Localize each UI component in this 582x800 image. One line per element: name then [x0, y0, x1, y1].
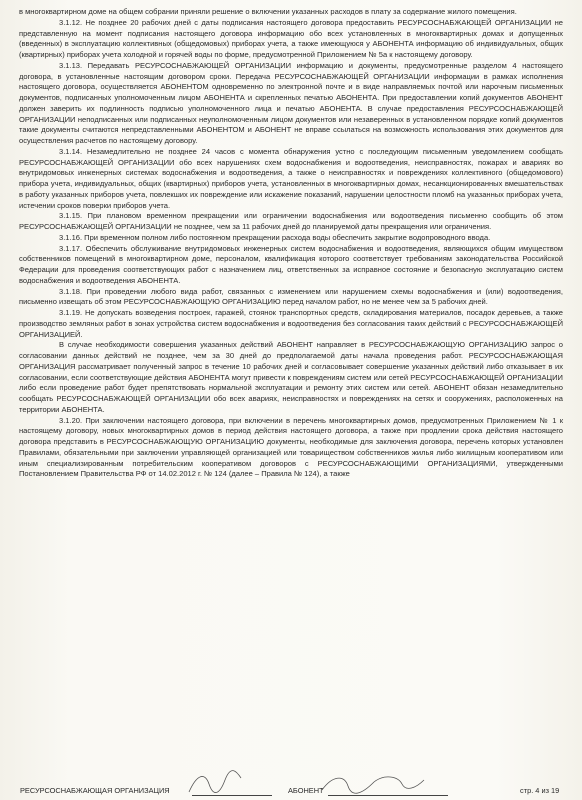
paragraph-approval-procedure: В случае необходимости совершения указанных действий АБОНЕНТ направляет в РЕСУРСОСНАБЖАЮЩУЮ ОРГАНИЗАЦИЮ запрос о согласовании данных действий не позднее, чем за 30 дней до предполагаемой даты начала проведения работ. РЕСУРСОСНАБЖАЮЩАЯ ОРГАНИЗАЦИЯ рассматривает полученный запрос в течение 10 рабочих дней и согласовывает совершение указанных действий либо отказывает в их согласовании, если соответствующие действия АБОНЕНТА могут привести к повреждениям систем или сетей РЕСУРСОСНАБЖАЮЩЕЙ ОРГАНИЗАЦИИ либо если проведение работ будет препятствовать нормальной эксплуатации и ремонту этих систем или сетей. АБОНЕНТ обязан незамедлительно сообщать РЕСУРСОСНАБЖАЮЩЕЙ ОРГАНИЗАЦИИ обо всех авариях, неисправностях и повреждениях на сетях и сооружениях, расположенных на территории АБОНЕНТА.: [19, 340, 563, 414]
footer-org-label: РЕСУРСОСНАБЖАЮЩАЯ ОРГАНИЗАЦИЯ: [20, 786, 170, 795]
paragraph-continuation: в многоквартирном доме на общем собрании приняли решение о включении указанных расходов в плату за содержание жилого помещения.: [19, 7, 517, 16]
paragraph-3-1-17: 3.1.17. Обеспечить обслуживание внутридомовых инженерных систем водоснабжения и водоотведения, являющихся общим имуществом собственников помещений в многоквартирном доме, персоналом, квалификация которого соответствует требованиям законодательства Российской Федерации для проведения соответствующих работ с назначением лиц, ответственных за исправное состояние и безопасную эксплуатацию систем водоснабжения и водоотведения АБОНЕНТА.: [19, 243, 563, 285]
paragraph-3-1-12: 3.1.12. Не позднее 20 рабочих дней с даты подписания настоящего договора предоставить РЕСУРСОСНАБЖАЮЩЕЙ ОРГАНИЗАЦИИ не представленную на момент подписания настоящего договора информацию обо всех установленных в многоквартирных домах и допущенных (введенных) в эксплуатацию коллективных (общедомовых) приборах учета, а также имеющуюся у АБОНЕНТА информацию об индивидуальных, общих (квартирных) приборах учета холодной и горячей воды по форме, предусмотренной Приложением № 5а к настоящему договору.: [19, 17, 563, 59]
page-footer: [20, 786, 564, 798]
paragraph-3-1-19: 3.1.19. Не допускать возведения построек, гаражей, стоянок транспортных средств, складирования материалов, посадок деревьев, а также производство земляных работ в зонах устройства систем водоснабжения и водоотведения без согласования таких действий с РЕСУРСОСНАБЖАЮЩЕЙ ОРГАНИЗАЦИЕЙ.: [19, 308, 563, 339]
paragraph-3-1-20: 3.1.20. При заключении настоящего договора, при включении в перечень многоквартирных домов, предусмотренных Приложением № 1 к настоящему договору, новых многоквартирных домов в период действия настоящего договора, а также при продлении срока действия настоящего договора представить в РЕСУРСОСНАБЖАЮЩУЮ ОРГАНИЗАЦИЮ документы, необходимые для заключения договора, перечень которых установлен Правилами, обязательными при заключении управляющей организацией или товариществом собственников жилья либо жилищным кооперативом или иным специализированным потребительским кооперативом договоров с РЕСУРСОСНАБЖАЮЩИМИ ОРГАНИЗАЦИЯМИ, утвержденными Постановлением Правительства РФ от 14.02.2012 г. № 124 (далее – Правила № 124), а также: [19, 415, 563, 479]
document-body: [19, 7, 563, 480]
org-signature-icon: [185, 770, 245, 798]
page-number: стр. 4 из 19: [520, 786, 560, 795]
paragraph-3-1-16: 3.1.16. При временном полном либо постоянном прекращении расхода воды обеспечить закрытие водопроводного ввода.: [59, 232, 491, 242]
paragraph-3-1-15: 3.1.15. При плановом временном прекращении или ограничении водоснабжения или водоотведения письменно сообщить об этом РЕСУРСОСНАБЖАЮЩЕЙ ОРГАНИЗАЦИИ не позднее, чем за 11 рабочих дней до планируемой даты прекращения или ограничения.: [19, 211, 563, 231]
abonent-signature-icon: [318, 770, 428, 798]
paragraph-3-1-13: 3.1.13. Передавать РЕСУРСОСНАБЖАЮЩЕЙ ОРГАНИЗАЦИИ информацию и документы, предусмотренные разделом 4 настоящего договора, в установленные настоящим договором сроки. Передача РЕСУРСОСНАБЖАЮЩЕЙ ОРГАНИЗАЦИИ информации в рамках исполнения настоящего договора, осуществляется АБОНЕНТОМ одновременно по электронной почте и в виде направляемых почтой или нарочным письменных документов, подписанных уполномоченным лицом АБОНЕНТА и скрепленных печатью АБОНЕНТА. При предоставлении копий документов АБОНЕНТ должен заверить их подлинность подписью уполномоченного лица и печатью АБОНЕНТА. В случае предоставления РЕСУРСОСНАБЖАЮЩЕЙ ОРГАНИЗАЦИИ неподписанных или подписанных неуполномоченным лицом документов или незаверенных в установленном порядке копий документов такие документы считаются непредставленными АБОНЕНТОМ и АБОНЕНТ не вправе ссылаться на возможность использования этих документов для осуществления расчетов по настоящему договору.: [19, 60, 563, 145]
footer-abonent-label: АБОНЕНТ: [288, 786, 324, 795]
paragraph-3-1-18: 3.1.18. При проведении любого вида работ, связанных с изменением или нарушением схемы водоснабжения и (или) водоотведения, письменно извещать об этом РЕСУРСОСНАБЖАЮЩУЮ ОРГАНИЗАЦИЮ перед началом работ, но не менее чем за 5 рабочих дней.: [19, 286, 563, 307]
paragraph-3-1-14: 3.1.14. Незамедлительно не позднее 24 часов с момента обнаружения устно с последующим письменным уведомлением сообщать РЕСУРСОСНАБЖАЮЩЕЙ ОРГАНИЗАЦИИ обо всех нарушениях схем водоснабжения и водоотведения, неисправностях, пожарах и авариях во внутридомовых инженерных системах водоснабжения и водоотведения, а также о неисправностях и повреждениях коллективного (общедомового) прибора учета, индивидуальных, общих (квартирных) приборов учета, установленных в многоквартирных домах, несанкционированных вмешательствах в работу указанных приборов учета, повлекших их повреждение или искажение показаний, нарушении целостности пломб на указанных приборах учета, истечении сроков поверки приборов учета.: [19, 146, 563, 210]
